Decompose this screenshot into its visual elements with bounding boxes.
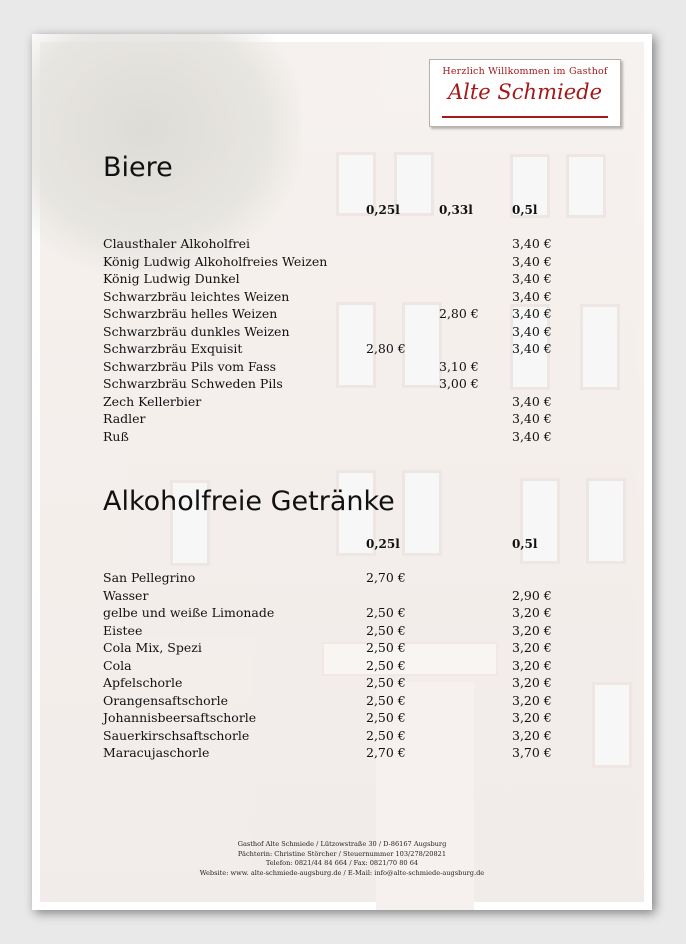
price-p025: 2,80 € (366, 341, 406, 356)
menu-item-name: Schwarzbräu leichtes Weizen (103, 288, 290, 304)
price-p05: 3,40 € (512, 236, 552, 251)
menu-item-row (103, 254, 623, 272)
price-p025: 2,70 € (366, 570, 406, 585)
price-p025: 2,50 € (366, 640, 406, 655)
price-p05: 3,40 € (512, 323, 552, 339)
price-p05: 2,90 € (512, 587, 552, 603)
menu-item-row (103, 376, 623, 394)
menu-item-row (103, 306, 623, 324)
menu-item-name: König Ludwig Alkoholfreies Weizen (103, 253, 328, 269)
price-p05: 3,20 € (512, 622, 552, 638)
price-p05: 3,40 € (512, 411, 552, 426)
price-p033: 3,00 € (439, 376, 479, 391)
price-p05: 3,40 € (512, 271, 552, 286)
menu-item-row (103, 710, 623, 728)
menu-item-name: Apfelschorle (103, 675, 183, 690)
menu-item-row (103, 324, 623, 342)
menu-item-row (103, 728, 623, 746)
menu-item-name: Cola (103, 657, 132, 673)
price-p05: 3,40 € (512, 288, 552, 304)
price-p05: 3,70 € (512, 745, 552, 760)
menu-item-row (103, 588, 623, 606)
soft-drinks-section-title: Alkoholfreie Getränke (103, 486, 395, 517)
menu-item-name: Cola Mix, Spezi (103, 640, 202, 655)
price-p025: 2,50 € (366, 675, 406, 690)
price-p05: 3,20 € (512, 710, 552, 725)
menu-item-name: Radler (103, 411, 146, 426)
menu-item-row (103, 289, 623, 307)
price-p05: 3,40 € (512, 253, 552, 269)
footer-line-address: Gasthof Alte Schmiede / Lützowstraße 30 / D-86167 Augsburg (237, 840, 447, 848)
menu-item-row (103, 675, 623, 693)
soft-col-025: 0,25l (366, 537, 400, 551)
menu-item-name: Johannisbeersaftschorle (103, 710, 257, 725)
menu-item-name: Schwarzbräu Schweden Pils (103, 376, 283, 391)
menu-item-row (103, 271, 623, 289)
menu-item-row (103, 570, 623, 588)
price-p05: 3,20 € (512, 657, 552, 673)
footer-address (32, 840, 652, 878)
menu-item-row (103, 640, 623, 658)
price-p033: 3,10 € (439, 358, 479, 374)
price-p025: 2,50 € (366, 692, 406, 708)
menu-item-name: Clausthaler Alkoholfrei (103, 236, 251, 251)
price-p033: 2,80 € (439, 306, 479, 321)
menu-item-name: Schwarzbräu Exquisit (103, 341, 243, 356)
price-p05: 3,40 € (512, 428, 552, 444)
footer-line-web: Website: www. alte-schmiede-augsburg.de / E-Mail: info@alte-schmiede-augsburg.de (199, 868, 485, 877)
price-p025: 2,50 € (366, 727, 406, 743)
price-p025: 2,50 € (366, 622, 406, 638)
menu-item-row (103, 236, 623, 254)
price-p05: 3,40 € (512, 341, 552, 356)
price-p025: 2,50 € (366, 710, 406, 725)
menu-page (32, 34, 652, 910)
menu-item-row (103, 411, 623, 429)
menu-item-row (103, 429, 623, 447)
footer-line-phone: Telefon: 0821/44 84 664 / Fax: 0821/70 80 64 (265, 859, 419, 867)
beer-col-05: 0,5l (512, 203, 538, 217)
price-p05: 3,20 € (512, 640, 552, 655)
menu-item-row (103, 359, 623, 377)
menu-item-name: Ruß (103, 428, 129, 444)
beer-section-title: Biere (103, 152, 173, 183)
menu-item-name: San Pellegrino (103, 570, 196, 585)
price-p05: 3,20 € (512, 692, 552, 708)
menu-item-name: Orangensaftschorle (103, 692, 229, 708)
soft-col-05: 0,5l (512, 537, 538, 551)
restaurant-name: Alte Schmiede (447, 80, 603, 104)
beer-col-025: 0,25l (366, 203, 400, 217)
menu-item-name: König Ludwig Dunkel (103, 271, 240, 286)
price-p025: 2,70 € (366, 745, 406, 760)
beer-col-033: 0,33l (439, 203, 473, 217)
menu-item-name: Wasser (103, 587, 149, 603)
menu-item-name: Schwarzbräu Pils vom Fass (103, 358, 277, 374)
menu-item-name: gelbe und weiße Limonade (103, 605, 275, 620)
menu-item-row (103, 394, 623, 412)
price-p05: 3,20 € (512, 727, 552, 743)
price-p05: 3,20 € (512, 605, 552, 620)
menu-item-name: Maracujaschorle (103, 745, 210, 760)
menu-item-row (103, 658, 623, 676)
menu-item-row (103, 745, 623, 763)
footer-line-tenant: Pächterin: Christine Störcher / Steuernummer 103/278/20821 (237, 849, 447, 858)
price-p025: 2,50 € (366, 657, 406, 673)
menu-item-row (103, 693, 623, 711)
menu-item-name: Sauerkirschsaftschorle (103, 727, 250, 743)
price-p05: 3,40 € (512, 393, 552, 409)
menu-item-name: Eistee (103, 622, 143, 638)
price-p025: 2,50 € (366, 605, 406, 620)
menu-item-row (103, 605, 623, 623)
welcome-text: Herzlich Willkommen im Gasthof (442, 66, 608, 77)
menu-item-name: Schwarzbräu dunkles Weizen (103, 323, 290, 339)
menu-item-row (103, 623, 623, 641)
price-p05: 3,40 € (512, 306, 552, 321)
price-p05: 3,20 € (512, 675, 552, 690)
menu-item-name: Zech Kellerbier (103, 393, 202, 409)
menu-content (32, 34, 652, 910)
menu-item-row (103, 341, 623, 359)
menu-item-name: Schwarzbräu helles Weizen (103, 306, 278, 321)
